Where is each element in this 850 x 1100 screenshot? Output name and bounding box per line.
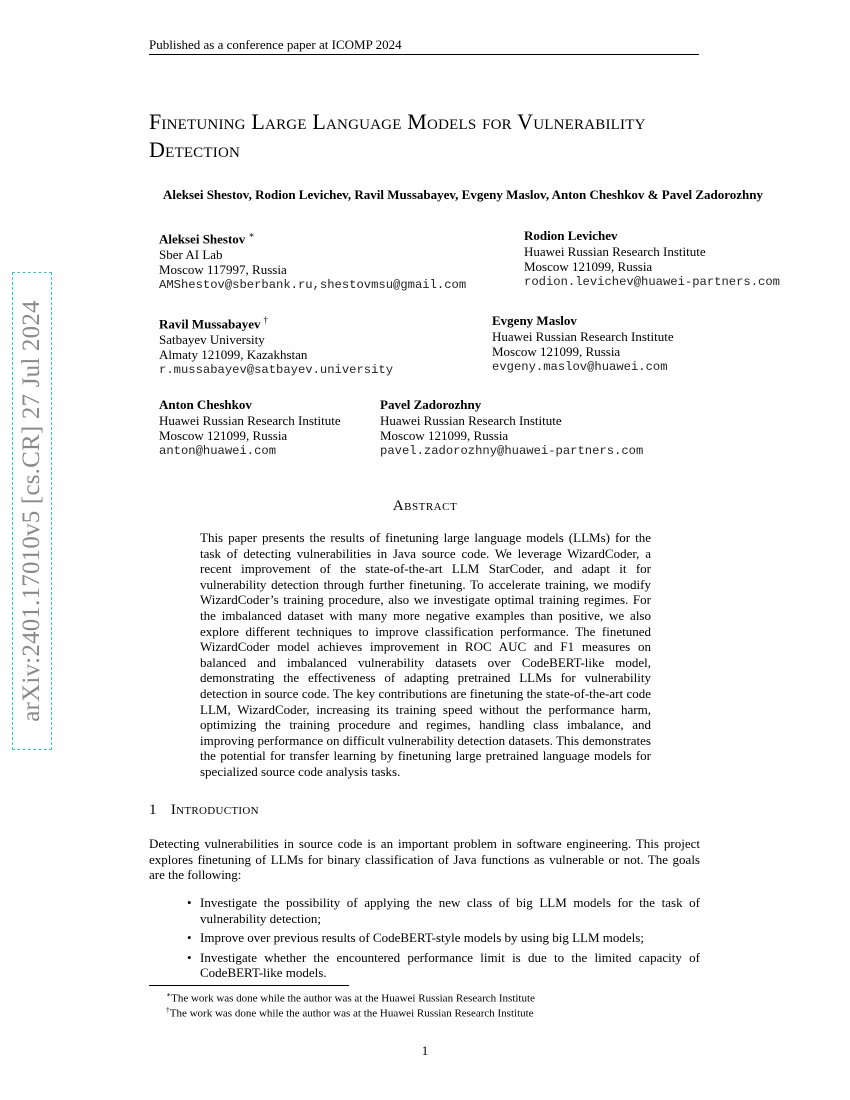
author-org: Huawei Russian Research Institute — [492, 328, 674, 344]
footnote-mark: ∗ — [166, 990, 172, 999]
affiliation-levichev — [524, 228, 780, 290]
list-item-text: Improve over previous results of CodeBERT-style models by using big LLM models; — [200, 930, 644, 946]
author-name: Pavel Zadorozhny — [380, 397, 482, 412]
bullet-icon: • — [187, 930, 192, 946]
abstract-heading: Abstract — [392, 498, 458, 514]
author-org: Huawei Russian Research Institute — [159, 412, 341, 428]
authors-line: Aleksei Shestov, Rodion Levichev, Ravil Mussabayev, Evgeny Maslov, Anton Cheshkov & Pavel Zadorozhny — [163, 187, 763, 202]
affiliation-cheshkov — [159, 397, 341, 459]
author-city: Almaty 121099, Kazakhstan — [159, 347, 308, 363]
author-email[interactable]: AMShestov@sberbank.ru,shestovmsu@gmail.com — [159, 277, 467, 292]
author-name: Rodion Levichev — [524, 228, 618, 243]
affiliation-maslov — [492, 313, 674, 375]
footnote-text: The work was done while the author was at the Huawei Russian Research Institute — [171, 992, 535, 1005]
section-title: Introduction — [170, 802, 259, 818]
intro-paragraph: Detecting vulnerabilities in source code is an important problem in software engineering. This project explores finetuning of LLMs for binary classification of Java functions as vulnerable or not. The goals are the following: — [149, 836, 700, 883]
header-rule — [149, 54, 699, 55]
author-mark: † — [263, 315, 268, 325]
page-number: 1 — [421, 1043, 429, 1058]
abstract-text: This paper presents the results of finetuning large language models (LLMs) for the task of detecting vulnerabilities in Java source code. We leverage WizardCoder, a recent improvement of the state-of-the-art LLM StarCoder, and adapt it for vulnerability detection through further finetuning. To accelerate training, we modify WizardCoder’s training procedure, also we investigate optimal training regimes. For the imbalanced dataset with many more negative examples than positive, we also explore different techniques to improve classification performance. The finetuned WizardCoder model achieves improvement in ROC AUC and F1 measures on balanced and imbalanced vulnerability datasets over CodeBERT-like model, demonstrating the effectiveness of adapting pretrained LLMs for vulnerability detection in source code. The key contributions are finetuning the state-of-the-art code LLM, WizardCoder, increasing its training speed without the performance harm, optimizing the training procedure and regimes, handling class imbalance, and improving performance on difficult vulnerability detection datasets. This demonstrates the potential for transfer learning by finetuning large pretrained language models for specialized source code analysis tasks. — [200, 530, 651, 779]
list-item — [181, 895, 700, 926]
footnote-text: The work was done while the author was at the Huawei Russian Research Institute — [169, 1007, 534, 1020]
footnote-rule — [149, 985, 349, 986]
author-name: Anton Cheshkov — [159, 397, 252, 412]
goals-list — [181, 895, 700, 985]
footnote-2 — [166, 1003, 534, 1021]
author-city: Moscow 117997, Russia — [159, 262, 287, 278]
author-org: Sber AI Lab — [159, 246, 223, 262]
affiliation-zadorozhny — [380, 397, 643, 459]
author-name: Aleksei Shestov — [159, 231, 246, 247]
author-mark: ∗ — [248, 230, 255, 240]
bullet-icon: • — [187, 895, 192, 910]
arxiv-stamp: arXiv:2401.17010v5 [cs.CR] 27 Jul 2024 — [18, 300, 45, 722]
list-item-text: Investigate the possibility of applying the new class of big LLM models for the task of vulnerability detection; — [200, 895, 700, 926]
section-heading — [149, 802, 259, 819]
author-city: Moscow 121099, Russia — [159, 428, 288, 443]
running-header: Published as a conference paper at ICOMP 2024 — [149, 37, 402, 52]
author-email[interactable]: rodion.levichev@huawei-partners.com — [524, 274, 780, 289]
section-number: 1 — [149, 802, 157, 818]
paper-title: Finetuning Large Language Models for Vulnerability Detection — [149, 109, 646, 162]
author-org: Huawei Russian Research Institute — [380, 412, 562, 428]
author-name: Ravil Mussabayev — [159, 316, 261, 332]
author-org: Huawei Russian Research Institute — [524, 243, 706, 259]
author-email[interactable]: r.mussabayev@satbayev.university — [159, 362, 394, 377]
author-email[interactable]: anton@huawei.com — [159, 443, 277, 458]
author-city: Moscow 121099, Russia — [492, 344, 621, 359]
author-city: Moscow 121099, Russia — [380, 428, 509, 443]
footnote-mark: † — [166, 1005, 170, 1014]
author-email[interactable]: pavel.zadorozhny@huawei-partners.com — [380, 443, 644, 458]
bullet-icon: • — [187, 949, 192, 965]
author-name: Evgeny Maslov — [492, 313, 577, 328]
affiliation-shestov — [159, 228, 466, 293]
affiliation-mussabayev — [159, 313, 393, 378]
author-city: Moscow 121099, Russia — [524, 259, 653, 274]
list-item — [181, 930, 700, 946]
author-org: Satbayev University — [159, 331, 265, 347]
list-item — [181, 950, 700, 981]
author-email[interactable]: evgeny.maslov@huawei.com — [492, 359, 668, 374]
list-item-text: Investigate whether the encountered performance limit is due to the limited capacity of CodeBERT-like models. — [200, 949, 700, 981]
